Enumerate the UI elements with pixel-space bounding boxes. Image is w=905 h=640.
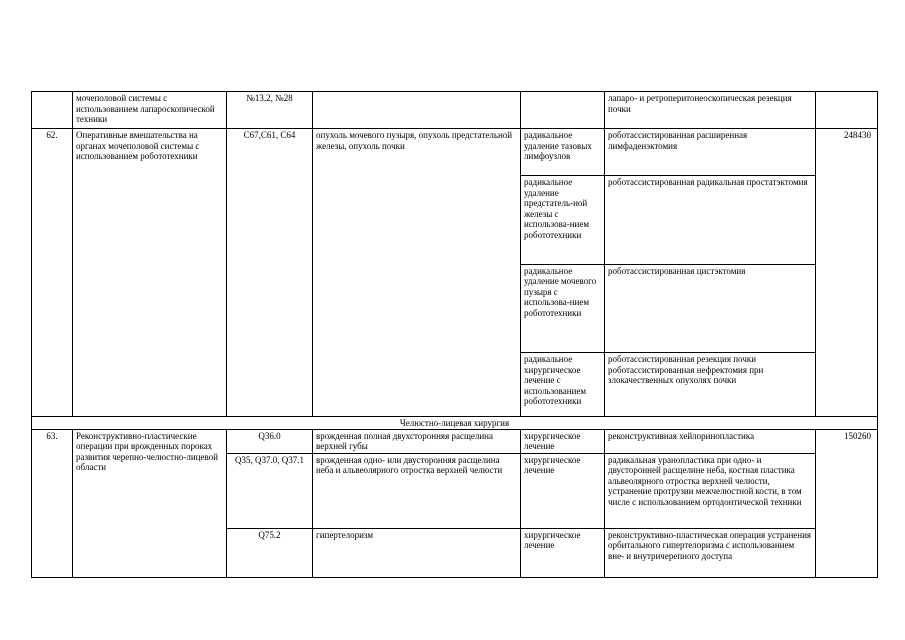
cell-num: 63. (32, 429, 73, 577)
cell-treatment: радикальное удаление мочевого пузыря с использова-нием робототехники (521, 264, 605, 352)
cell-treatment: хирургическое лечение (521, 429, 605, 453)
cell-method: роботассистированная радикальная простатэктомия (605, 176, 816, 264)
cell-num: 62. (32, 129, 73, 417)
cell-quota (816, 92, 878, 129)
table-row (32, 92, 878, 129)
cell-codes: Q75.2 (227, 528, 313, 577)
cell-treatment: радикальное удаление тазовых лимфоузлов (521, 129, 605, 176)
table-row (32, 129, 878, 176)
cell-model (313, 92, 521, 129)
section-title: Челюстно-лицевая хирургия (32, 417, 878, 430)
document-page (31, 91, 877, 578)
table-row (32, 429, 878, 453)
cell-method: роботассистированная цистэктомия (605, 264, 816, 352)
cell-codes: Q36.0 (227, 429, 313, 453)
cell-name: Реконструктивно-пластические операции при врожденных пороках развития черепно-челюстно-лицевой области (73, 429, 227, 577)
cell-treatment: хирургическое лечение (521, 453, 605, 528)
cell-method: реконструктивная хейлоринопластика (605, 429, 816, 453)
section-row (32, 417, 878, 430)
cell-method: роботассистированная расширенная лимфаденэктомия (605, 129, 816, 176)
cell-name: Оперативные вмешательства на органах мочеполовой системы с использованием робототехники (73, 129, 227, 417)
cell-model: врожденная полная двухсторонняя расщелина верхней губы (313, 429, 521, 453)
cell-treatment (521, 92, 605, 129)
cell-model: гипертелоризм (313, 528, 521, 577)
cell-quota: 150260 (816, 429, 878, 577)
cell-codes: Q35, Q37.0, Q37.1 (227, 453, 313, 528)
cell-codes: C67,C61, C64 (227, 129, 313, 417)
cell-treatment: радикальное хирургическое лечение с использованием робототехники (521, 353, 605, 417)
cell-method: роботассистированная резекция почки роботассистированная нефректомия при злокачественных опухолях почки (605, 353, 816, 417)
cell-model: опухоль мочевого пузыря, опухоль предстательной железы, опухоль почки (313, 129, 521, 417)
cell-model: врожденная одно- или двусторонняя расщелина неба и альвеолярного отростка верхней челюсти (313, 453, 521, 528)
cell-method: радикальная уранопластика при одно- и двусторонней расщелине неба, костная пластика альвеолярного отростка верхней челюсти, устранение протрузии межчелюстной кости, в том числе с использованием ортодонтической техники (605, 453, 816, 528)
cell-num (32, 92, 73, 129)
cell-treatment: радикальное удаление предстатель-ной железы с использова-нием робототехники (521, 176, 605, 264)
cell-quota: 248430 (816, 129, 878, 417)
cell-method: лапаро- и ретроперитонеоскопическая резекция почки (605, 92, 816, 129)
cell-treatment: хирургическое лечение (521, 528, 605, 577)
medical-care-table (31, 91, 878, 578)
cell-codes: №13.2, №28 (227, 92, 313, 129)
cell-method: реконструктивно-пластическая операция устранения орбитального гипертелоризма с использованием вне- и внутричерепного доступа (605, 528, 816, 577)
cell-name: мочеполовой системы с использованием лапароскопической техники (73, 92, 227, 129)
